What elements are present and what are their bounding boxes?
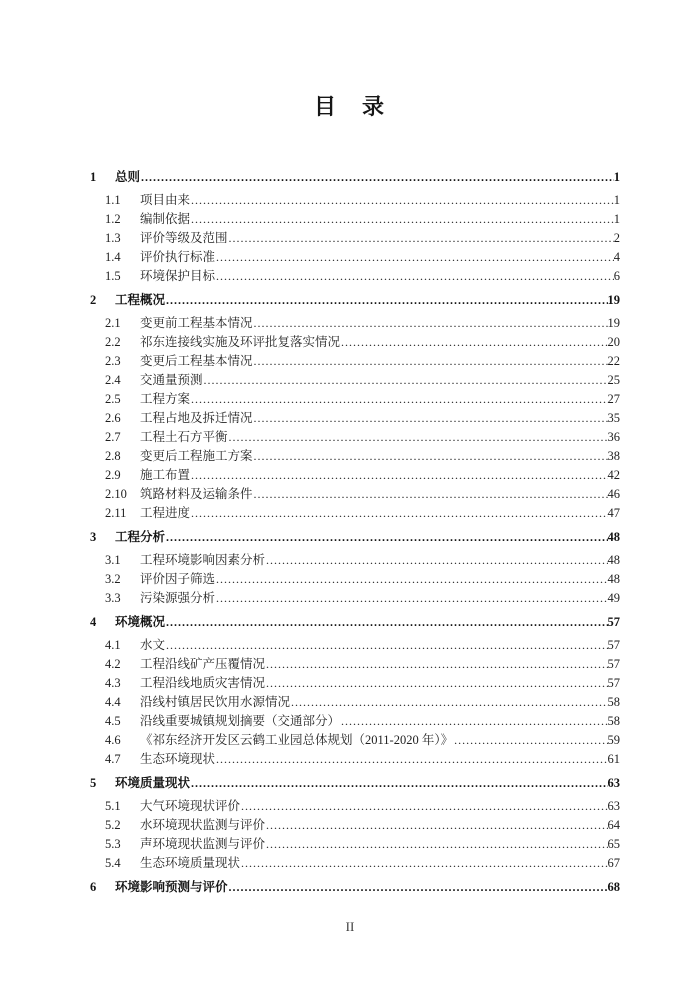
toc-entry bbox=[90, 636, 620, 655]
toc-leader-dots bbox=[265, 674, 607, 693]
toc-entry-number: 3.1 bbox=[105, 553, 121, 567]
toc-entry bbox=[90, 589, 620, 608]
toc-leader-dots bbox=[190, 466, 607, 485]
toc-entry bbox=[90, 712, 620, 731]
toc-entry-title: 工程沿线矿产压覆情况 bbox=[140, 657, 266, 671]
toc-entry-page: 35 bbox=[607, 411, 620, 425]
toc-entry-page: 19 bbox=[607, 293, 620, 307]
toc-entry-page: 48 bbox=[607, 553, 620, 567]
toc-entry-page: 1 bbox=[613, 170, 620, 184]
toc-leader-dots bbox=[240, 797, 607, 816]
toc-entry bbox=[90, 878, 620, 897]
toc-entry-page: 25 bbox=[607, 373, 620, 387]
toc-entry-title: 编制依据 bbox=[140, 212, 191, 226]
toc-leader-dots bbox=[190, 504, 607, 523]
toc-leader-dots bbox=[165, 291, 607, 310]
toc-leader-dots bbox=[165, 528, 607, 547]
toc-entry-title: 变更后工程基本情况 bbox=[140, 354, 253, 368]
toc-entry-title: 环境保护目标 bbox=[140, 269, 216, 283]
toc-entry bbox=[90, 528, 620, 547]
toc-entry-number: 2 bbox=[90, 293, 97, 307]
toc-entry-title: 工程概况 bbox=[115, 293, 166, 307]
toc-leader-dots bbox=[265, 655, 607, 674]
toc-entry bbox=[90, 314, 620, 333]
toc-entry bbox=[90, 333, 620, 352]
toc-entry bbox=[90, 613, 620, 632]
toc-entry-number: 5.1 bbox=[105, 799, 121, 813]
toc-entry-page: 46 bbox=[607, 487, 620, 501]
toc-entry-number: 2.3 bbox=[105, 354, 121, 368]
toc-leader-dots bbox=[253, 352, 608, 371]
toc-leader-dots bbox=[240, 854, 607, 873]
toc-entry-number: 6 bbox=[90, 880, 97, 894]
toc-entry-page: 47 bbox=[607, 506, 620, 520]
toc-entry-number: 2.1 bbox=[105, 316, 121, 330]
toc-entry-title: 施工布置 bbox=[140, 468, 191, 482]
toc-entry-number: 2.7 bbox=[105, 430, 121, 444]
toc-entry-number: 4 bbox=[90, 615, 97, 629]
toc-entry-page: 48 bbox=[607, 530, 620, 544]
toc-entry-number: 5 bbox=[90, 776, 97, 790]
toc-entry-page: 57 bbox=[607, 638, 620, 652]
toc-entry-page: 1 bbox=[613, 193, 620, 207]
toc-entry-title: 工程进度 bbox=[140, 506, 191, 520]
toc-entry bbox=[90, 797, 620, 816]
toc-entry-page: 36 bbox=[607, 430, 620, 444]
toc-entry-number: 3.3 bbox=[105, 591, 121, 605]
toc-entry-page: 63 bbox=[607, 799, 620, 813]
toc-entry-title: 大气环境现状评价 bbox=[140, 799, 241, 813]
toc-entry-title: 生态环境现状 bbox=[140, 752, 216, 766]
toc-entry-page: 27 bbox=[607, 392, 620, 406]
toc-entry bbox=[90, 447, 620, 466]
toc-leader-dots bbox=[265, 816, 607, 835]
toc-entry-page: 67 bbox=[607, 856, 620, 870]
toc-entry bbox=[90, 466, 620, 485]
toc-entry-title: 变更前工程基本情况 bbox=[140, 316, 253, 330]
toc-entry bbox=[90, 774, 620, 793]
toc-entry bbox=[90, 352, 620, 371]
toc-entry-title: 筑路材料及运输条件 bbox=[140, 487, 253, 501]
toc-entry-page: 49 bbox=[607, 591, 620, 605]
toc-entry-page: 4 bbox=[613, 250, 620, 264]
toc-entry-number: 2.5 bbox=[105, 392, 121, 406]
toc-entry-title: 评价因子筛选 bbox=[140, 572, 216, 586]
toc-leader-dots bbox=[265, 835, 607, 854]
toc-entry-page: 65 bbox=[607, 837, 620, 851]
toc-leader-dots bbox=[228, 428, 608, 447]
toc-entry-number: 4.3 bbox=[105, 676, 121, 690]
toc-entry-title: 环境质量现状 bbox=[115, 776, 191, 790]
toc-entry-title: 工程分析 bbox=[115, 530, 166, 544]
toc-entry-page: 38 bbox=[607, 449, 620, 463]
toc-leader-dots bbox=[253, 314, 608, 333]
toc-entry-title: 祁东连接线实施及环评批复落实情况 bbox=[140, 335, 341, 349]
toc-entry bbox=[90, 835, 620, 854]
toc-entry bbox=[90, 248, 620, 267]
toc-entry-number: 4.2 bbox=[105, 657, 121, 671]
toc-entry bbox=[90, 390, 620, 409]
toc-entry-page: 59 bbox=[607, 733, 620, 747]
toc-entry-number: 3.2 bbox=[105, 572, 121, 586]
toc-entry-number: 5.2 bbox=[105, 818, 121, 832]
table-of-contents bbox=[90, 163, 620, 901]
toc-leader-dots bbox=[265, 551, 607, 570]
toc-entry bbox=[90, 551, 620, 570]
toc-entry bbox=[90, 409, 620, 428]
toc-entry-page: 48 bbox=[607, 572, 620, 586]
toc-entry-page: 2 bbox=[613, 231, 620, 245]
toc-entry bbox=[90, 693, 620, 712]
toc-entry-title: 变更后工程施工方案 bbox=[140, 449, 253, 463]
toc-entry-number: 1.1 bbox=[105, 193, 121, 207]
toc-entry-title: 水文 bbox=[140, 638, 166, 652]
toc-leader-dots bbox=[253, 409, 608, 428]
toc-entry-page: 57 bbox=[607, 676, 620, 690]
toc-leader-dots bbox=[190, 390, 607, 409]
toc-entry-title: 沿线重要城镇规划摘要（交通部分） bbox=[140, 714, 341, 728]
toc-entry-number: 3 bbox=[90, 530, 97, 544]
toc-entry bbox=[90, 674, 620, 693]
toc-entry bbox=[90, 816, 620, 835]
toc-leader-dots bbox=[190, 774, 607, 793]
toc-entry-page: 64 bbox=[607, 818, 620, 832]
toc-entry bbox=[90, 371, 620, 390]
toc-entry-title: 评价等级及范围 bbox=[140, 231, 228, 245]
toc-entry bbox=[90, 750, 620, 769]
footer-page-number: II bbox=[345, 919, 355, 934]
toc-entry-number: 2.9 bbox=[105, 468, 121, 482]
toc-entry-title: 工程占地及拆迁情况 bbox=[140, 411, 253, 425]
toc-entry-title: 工程方案 bbox=[140, 392, 191, 406]
toc-entry-number: 1 bbox=[90, 170, 97, 184]
toc-entry-number: 2.8 bbox=[105, 449, 121, 463]
toc-leader-dots bbox=[215, 589, 607, 608]
toc-entry-number: 2.10 bbox=[105, 487, 127, 501]
toc-entry bbox=[90, 570, 620, 589]
toc-entry-title: 环境影响预测与评价 bbox=[115, 880, 228, 894]
toc-entry-number: 4.7 bbox=[105, 752, 121, 766]
toc-entry-number: 4.5 bbox=[105, 714, 121, 728]
toc-entry-title: 污染源强分析 bbox=[140, 591, 216, 605]
toc-entry-page: 19 bbox=[607, 316, 620, 330]
toc-entry bbox=[90, 229, 620, 248]
toc-leader-dots bbox=[253, 447, 608, 466]
toc-leader-dots bbox=[165, 636, 607, 655]
toc-leader-dots bbox=[190, 210, 614, 229]
toc-entry-page: 58 bbox=[607, 695, 620, 709]
toc-entry-number: 4.6 bbox=[105, 733, 121, 747]
toc-entry-number: 1.3 bbox=[105, 231, 121, 245]
toc-entry-title: 项目由来 bbox=[140, 193, 191, 207]
toc-entry-title: 生态环境质量现状 bbox=[140, 856, 241, 870]
toc-entry bbox=[90, 267, 620, 286]
toc-entry-title: 环境概况 bbox=[115, 615, 166, 629]
toc-leader-dots bbox=[453, 731, 607, 750]
toc-entry-page: 57 bbox=[607, 615, 620, 629]
toc-leader-dots bbox=[190, 191, 614, 210]
toc-entry-page: 68 bbox=[607, 880, 620, 894]
page-title: 目 录 bbox=[313, 94, 386, 119]
toc-leader-dots bbox=[215, 248, 614, 267]
toc-entry-page: 42 bbox=[607, 468, 620, 482]
toc-entry-title: 工程环境影响因素分析 bbox=[140, 553, 266, 567]
toc-entry bbox=[90, 210, 620, 229]
toc-leader-dots bbox=[290, 693, 607, 712]
toc-entry-title: 工程土石方平衡 bbox=[140, 430, 228, 444]
toc-leader-dots bbox=[253, 485, 608, 504]
toc-entry-page: 61 bbox=[607, 752, 620, 766]
toc-entry-title: 评价执行标准 bbox=[140, 250, 216, 264]
toc-entry-number: 5.3 bbox=[105, 837, 121, 851]
toc-leader-dots bbox=[340, 333, 607, 352]
toc-entry bbox=[90, 168, 620, 187]
toc-entry bbox=[90, 191, 620, 210]
toc-entry-page: 63 bbox=[607, 776, 620, 790]
toc-leader-dots bbox=[140, 168, 614, 187]
toc-leader-dots bbox=[215, 267, 614, 286]
toc-entry-page: 20 bbox=[607, 335, 620, 349]
toc-entry-number: 1.5 bbox=[105, 269, 121, 283]
toc-leader-dots bbox=[215, 750, 607, 769]
toc-entry-number: 2.2 bbox=[105, 335, 121, 349]
toc-entry-number: 1.2 bbox=[105, 212, 121, 226]
toc-entry-title: 工程沿线地质灾害情况 bbox=[140, 676, 266, 690]
toc-entry-number: 4.1 bbox=[105, 638, 121, 652]
toc-entry-number: 2.6 bbox=[105, 411, 121, 425]
toc-entry-number: 4.4 bbox=[105, 695, 121, 709]
toc-entry bbox=[90, 291, 620, 310]
toc-leader-dots bbox=[228, 878, 608, 897]
toc-leader-dots bbox=[215, 570, 607, 589]
toc-leader-dots bbox=[340, 712, 607, 731]
toc-entry bbox=[90, 485, 620, 504]
toc-entry-title: 总则 bbox=[115, 170, 141, 184]
toc-entry bbox=[90, 731, 620, 750]
toc-entry-title: 交通量预测 bbox=[140, 373, 203, 387]
toc-entry-number: 1.4 bbox=[105, 250, 121, 264]
toc-entry-number: 5.4 bbox=[105, 856, 121, 870]
toc-entry-number: 2.4 bbox=[105, 373, 121, 387]
toc-entry-page: 6 bbox=[613, 269, 620, 283]
toc-entry-page: 58 bbox=[607, 714, 620, 728]
toc-entry-number: 2.11 bbox=[105, 506, 127, 520]
toc-entry bbox=[90, 854, 620, 873]
toc-entry-page: 57 bbox=[607, 657, 620, 671]
toc-entry bbox=[90, 504, 620, 523]
toc-entry-title: 声环境现状监测与评价 bbox=[140, 837, 266, 851]
toc-entry bbox=[90, 655, 620, 674]
toc-entry-title: 《祁东经济开发区云鹤工业园总体规划（2011-2020 年）》 bbox=[140, 733, 454, 747]
toc-leader-dots bbox=[165, 613, 607, 632]
toc-leader-dots bbox=[203, 371, 608, 390]
toc-entry-title: 沿线村镇居民饮用水源情况 bbox=[140, 695, 291, 709]
toc-entry bbox=[90, 428, 620, 447]
toc-entry-page: 1 bbox=[613, 212, 620, 226]
toc-entry-page: 22 bbox=[607, 354, 620, 368]
toc-entry-title: 水环境现状监测与评价 bbox=[140, 818, 266, 832]
toc-leader-dots bbox=[228, 229, 614, 248]
